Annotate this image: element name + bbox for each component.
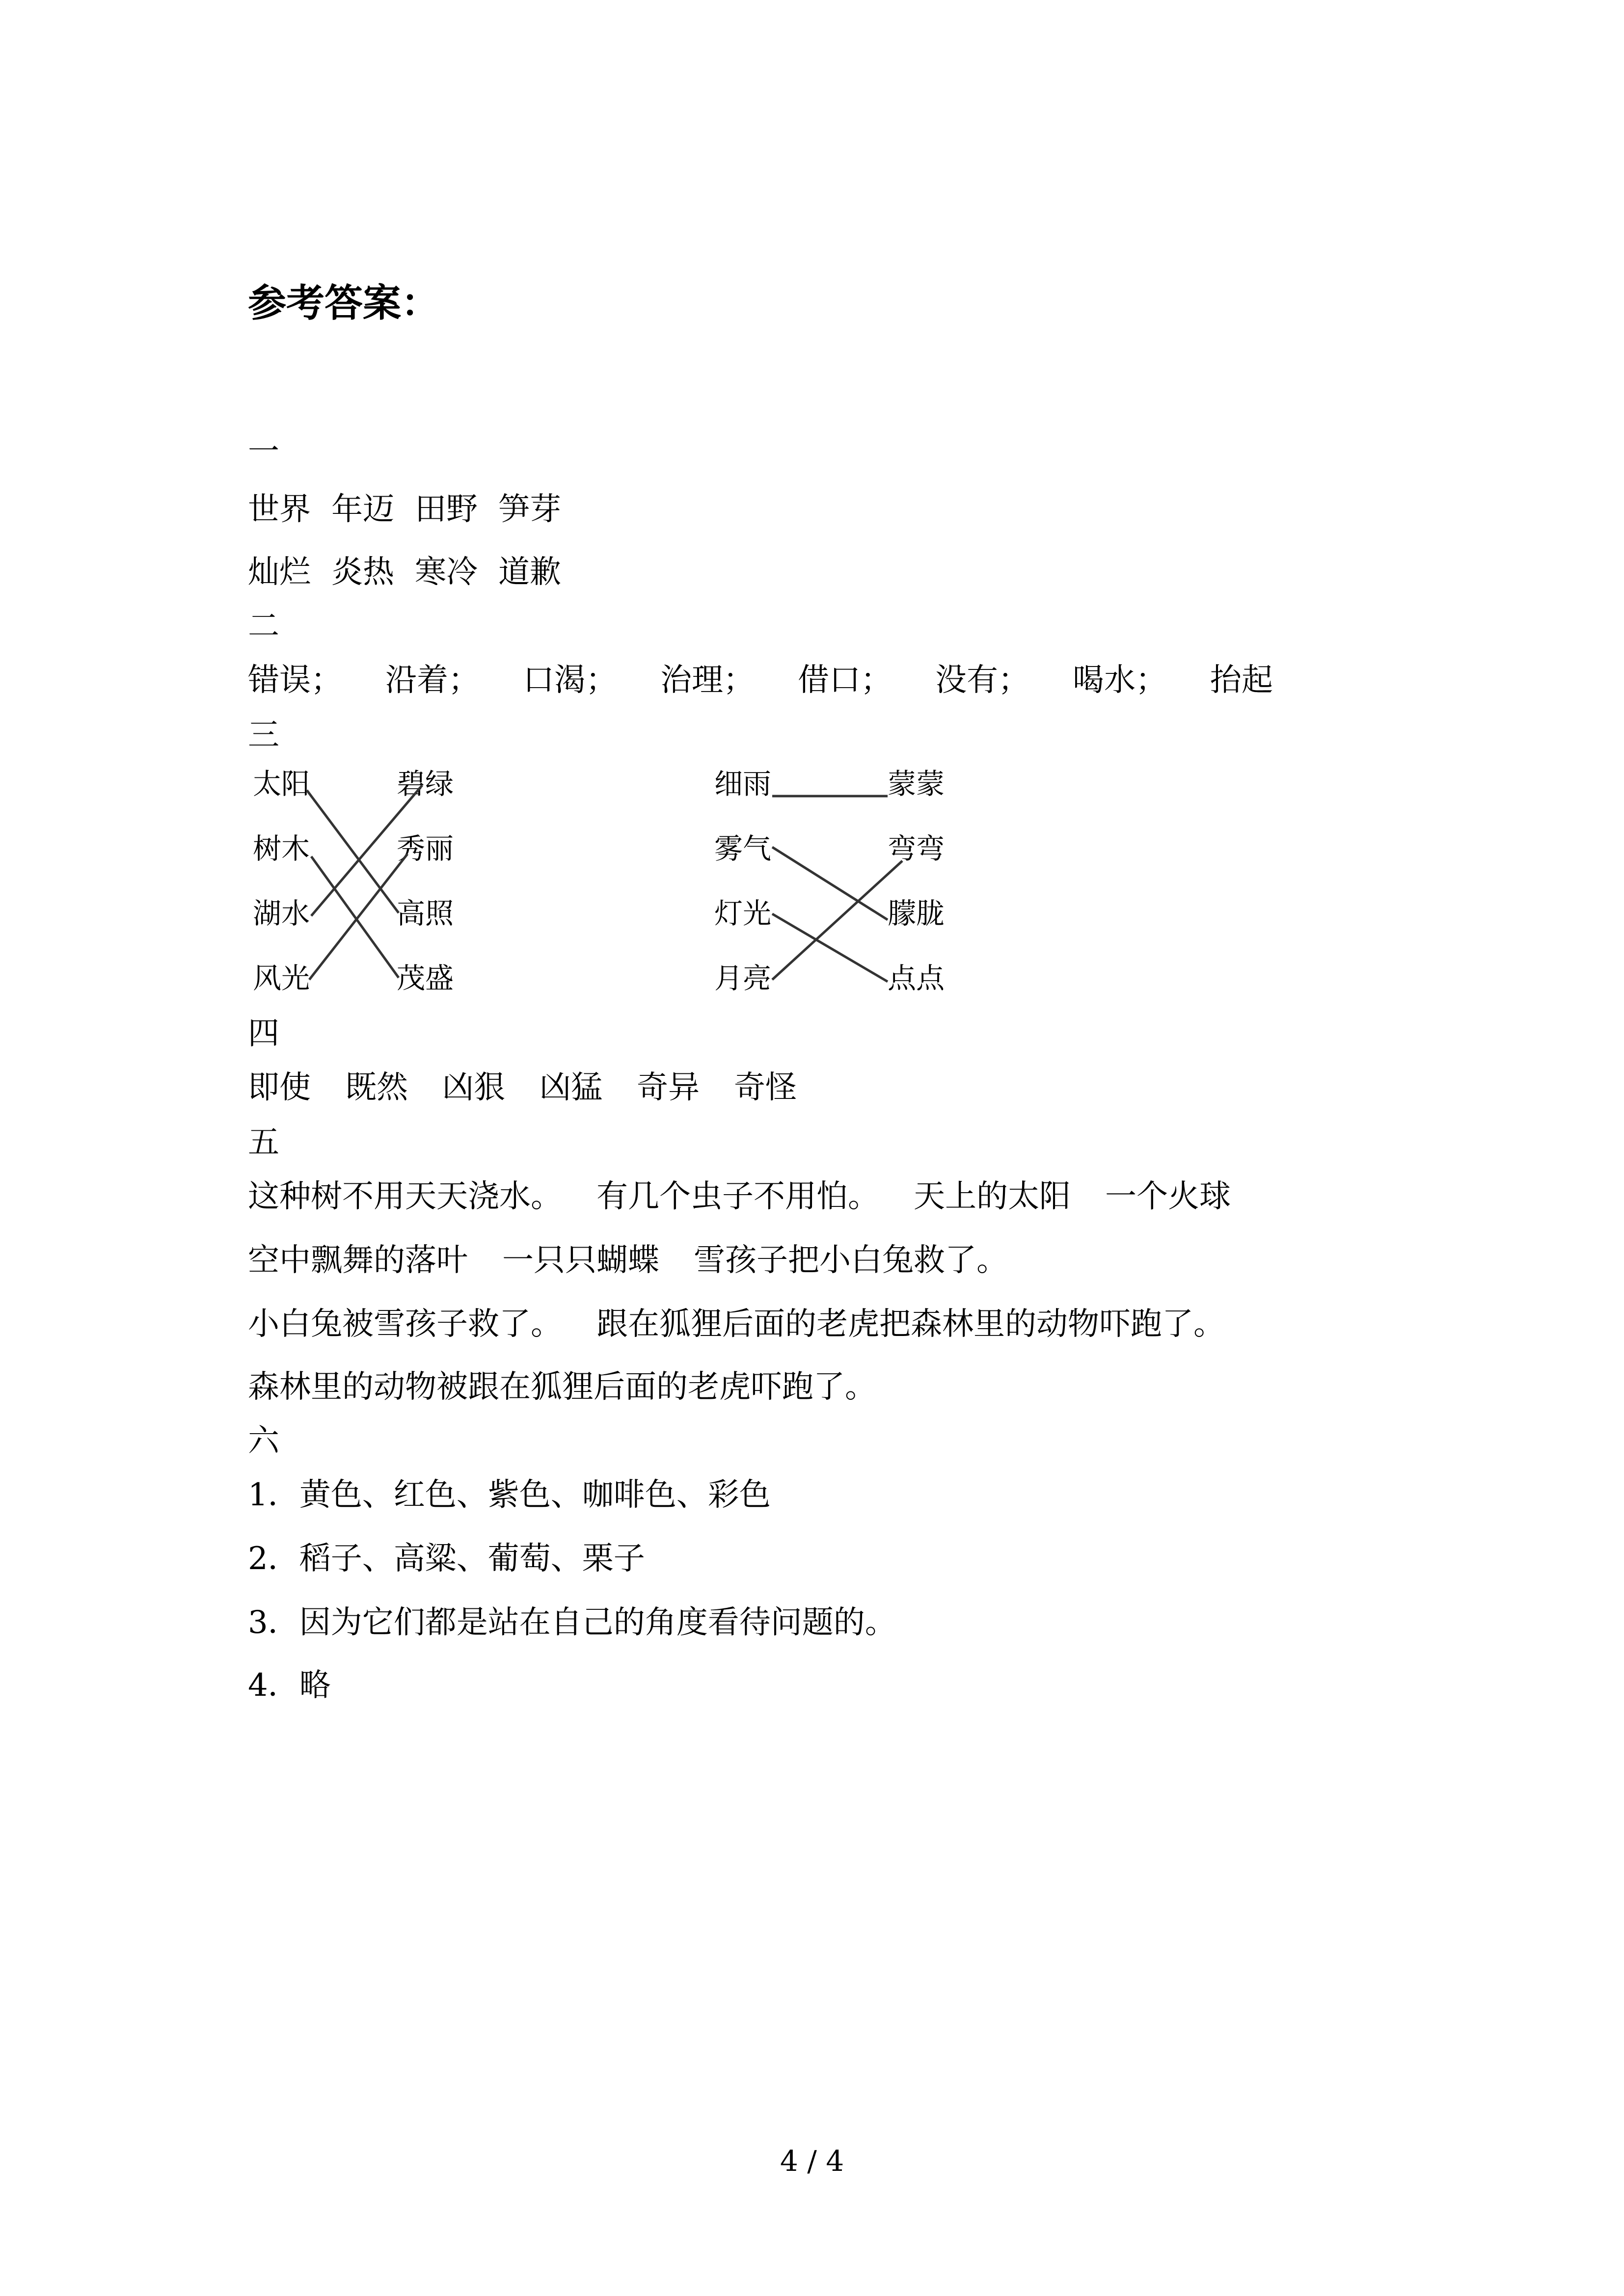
match-right-answer-2: 弯弯: [888, 832, 945, 865]
word: 抬起: [1210, 662, 1273, 698]
connector-line: [311, 785, 422, 916]
match-left-word-2: 树木: [253, 832, 310, 865]
section-5-label: 五: [248, 1124, 279, 1161]
connector-line: [772, 861, 902, 980]
sentence: 跟在狐狸后面的老虎把森林里的动物吓跑了。: [596, 1306, 1225, 1342]
match-left-word-4: 风光: [253, 961, 310, 995]
match-right-word-3: 灯光: [714, 897, 772, 930]
sentence: 雪孩子把小白兔救了。: [694, 1242, 1008, 1279]
section-1-label: 一: [248, 433, 279, 470]
match-right-word-2: 雾气: [714, 832, 772, 865]
word: 既然: [345, 1069, 408, 1106]
match-right-answer-4: 点点: [888, 961, 945, 995]
word: 沿着；: [385, 662, 480, 698]
section-3-label: 三: [248, 717, 279, 753]
section-5-line-2: [248, 1241, 1008, 1280]
section-4-row: [248, 1068, 797, 1107]
section-5-line-1: [248, 1177, 1231, 1216]
word: 治理；: [660, 662, 755, 698]
answer-item-2: 2．稻子、高粱、葡萄、栗子: [248, 1541, 645, 1577]
match-right-answer-1: 蒙蒙: [888, 767, 945, 801]
page-title: 参考答案：: [248, 281, 440, 325]
section-6-label: 六: [248, 1423, 279, 1459]
match-left-answer-4: 茂盛: [397, 961, 454, 995]
word: 喝水；: [1073, 662, 1167, 698]
word: 借口；: [798, 662, 892, 698]
sentence: 空中飘舞的落叶: [248, 1242, 468, 1279]
match-left-answer-1: 碧绿: [397, 767, 454, 801]
word: 凶狠: [442, 1069, 505, 1106]
sentence: 这种树不用天天浇水。: [248, 1178, 562, 1215]
match-right-word-4: 月亮: [714, 961, 772, 995]
word: 奇异: [637, 1069, 700, 1106]
word: 奇怪: [734, 1069, 797, 1106]
match-left-answer-2: 秀丽: [397, 832, 454, 865]
word: 口渴；: [523, 662, 617, 698]
answer-item-3: 3．因为它们都是站在自己的角度看待问题的。: [248, 1604, 896, 1641]
sentence: 小白兔被雪孩子救了。: [248, 1306, 562, 1342]
word: 即使: [248, 1069, 311, 1106]
connector-line: [307, 790, 399, 913]
word: 灿烂: [248, 554, 311, 590]
word: 错误；: [248, 662, 342, 698]
word: 寒冷: [415, 554, 478, 590]
page-number: 4 / 4: [780, 2144, 844, 2178]
sentence: 天上的太阳: [914, 1178, 1071, 1215]
match-left-word-1: 太阳: [253, 767, 310, 801]
connector-line: [772, 914, 888, 982]
word: 年迈: [331, 491, 394, 528]
section-4-label: 四: [248, 1015, 279, 1052]
sentence: 有几个虫子不用怕。: [596, 1178, 879, 1215]
match-right-word-1: 细雨: [714, 767, 772, 801]
word: 世界: [248, 491, 311, 528]
section-5-line-3: [248, 1305, 1225, 1344]
word: 笋芽: [498, 491, 561, 528]
sentence: 一只只蝴蝶: [502, 1242, 659, 1279]
section-5-line-4: 森林里的动物被跟在狐狸后面的老虎吓跑了。: [248, 1369, 876, 1405]
word: 田野: [415, 491, 478, 528]
sentence: 一个火球: [1105, 1178, 1231, 1215]
word: 炎热: [331, 554, 394, 590]
match-right-answer-3: 朦胧: [888, 897, 945, 930]
match-left-word-3: 湖水: [253, 897, 310, 930]
section-2-label: 二: [248, 608, 279, 644]
match-left-answer-3: 高照: [397, 897, 454, 930]
word: 没有；: [935, 662, 1029, 698]
answer-item-4: 4．略: [248, 1667, 331, 1704]
word: 道歉: [498, 554, 561, 590]
connector-line: [772, 847, 888, 920]
answer-item-1: 1．黄色、红色、紫色、咖啡色、彩色: [248, 1477, 771, 1513]
word: 凶猛: [540, 1069, 602, 1106]
